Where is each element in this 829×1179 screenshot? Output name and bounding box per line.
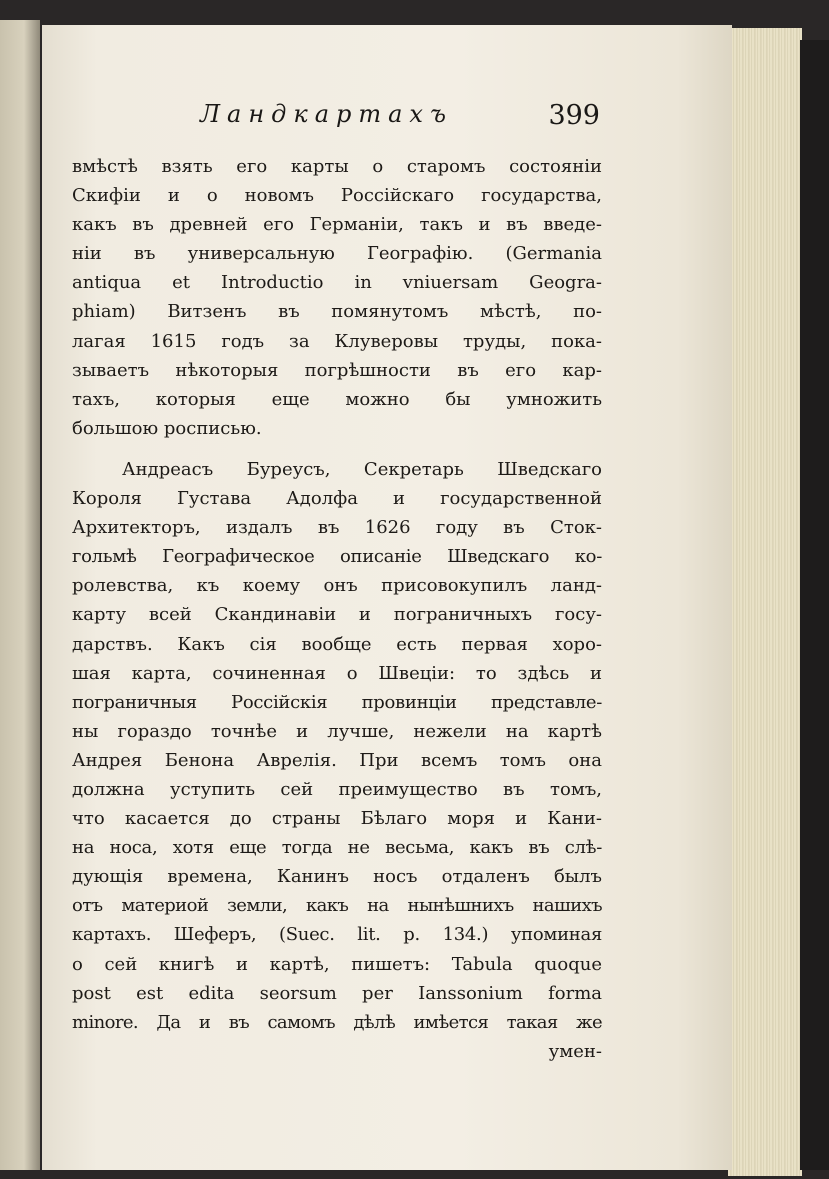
paragraph-start-line: Андреасъ Буреусъ, Секретарь Шведскаго: [122, 458, 602, 480]
text-line: тахъ, которыя еще можно бы умножить: [72, 388, 602, 410]
text-line: Андрея Бенона Аврелiя. При всемъ томъ она: [72, 749, 602, 771]
page-edges: [728, 28, 802, 1176]
text-line: зываетъ нѣкоторыя погрѣшности въ его кар-: [72, 359, 602, 381]
text-line: большою росписью.: [72, 417, 262, 439]
running-title: Ландкартахъ: [200, 100, 453, 128]
text-line: Архитекторъ, издалъ въ 1626 году въ Сток-: [72, 517, 602, 539]
text-line: гольмѣ Географическое описанiе Шведскаго ко-: [72, 546, 602, 568]
text-line: дующiя времена, Канинъ носъ отдаленъ былъ: [72, 866, 602, 888]
text-line: вмѣстѣ взять его карты о старомъ состоянiи: [72, 156, 602, 177]
page-edge-shadow: [800, 40, 829, 1170]
text-line: отъ материой земли, какъ на нынѣшнихъ нашихъ: [72, 895, 602, 917]
text-line: на носа, хотя еще тогда не весьма, какъ въ слѣ-: [72, 837, 602, 859]
text-line: какъ въ древней его Германiи, такъ и въ введе-: [72, 214, 602, 236]
text-line: Скифiи и о новомъ Россiйскаго государства,: [72, 185, 602, 207]
text-line: картахъ. Шеферъ, (Suec. lit. p. 134.) упоминая: [72, 924, 602, 946]
text-line: ролевства, къ коему онъ присовокупилъ ланд-: [72, 575, 602, 597]
text-line: нiи въ универсальную Географiю. (Germania: [72, 243, 602, 265]
text-line: должна уступить сей преимущество въ томъ,: [72, 778, 602, 800]
text-line: о сей книгѣ и картѣ, пишетъ: Tabula quoque: [72, 953, 602, 975]
previous-page-edge: [0, 20, 40, 1170]
text-line: что касается до страны Бѣлаго моря и Кани-: [72, 808, 602, 830]
text-line: пограничныя Россiйскiя провинцiи представле-: [72, 691, 602, 713]
text-line: phiam) Витзенъ въ помянутомъ мѣстѣ, по-: [72, 301, 602, 323]
text-line: antiqua et Introductio in vniuersam Geogra-: [72, 272, 602, 294]
page-header: [200, 96, 600, 140]
text-line: ны гораздо точнѣе и лучше, нежели на картѣ: [72, 720, 602, 742]
page-number: 399: [548, 100, 600, 131]
text-line: дарствъ. Какъ сiя вообще есть первая хоро-: [72, 633, 602, 655]
text-line: шая карта, сочиненная о Швецiи: то здѣсь и: [72, 662, 602, 684]
text-line: Короля Густава Адолфа и государственной: [72, 488, 602, 510]
catchword: умен-: [548, 1040, 602, 1062]
text-line: post est edita seorsum per Ianssonium forma: [72, 982, 602, 1004]
text-line: карту всей Скандинавiи и пограничныхъ госу-: [72, 604, 602, 626]
body-text: [72, 152, 602, 1066]
text-line: minore. Да и въ самомъ дѣлѣ имѣется такая же: [72, 1011, 602, 1033]
text-line: лагая 1615 годъ за Клуверовы труды, пока-: [72, 330, 602, 352]
